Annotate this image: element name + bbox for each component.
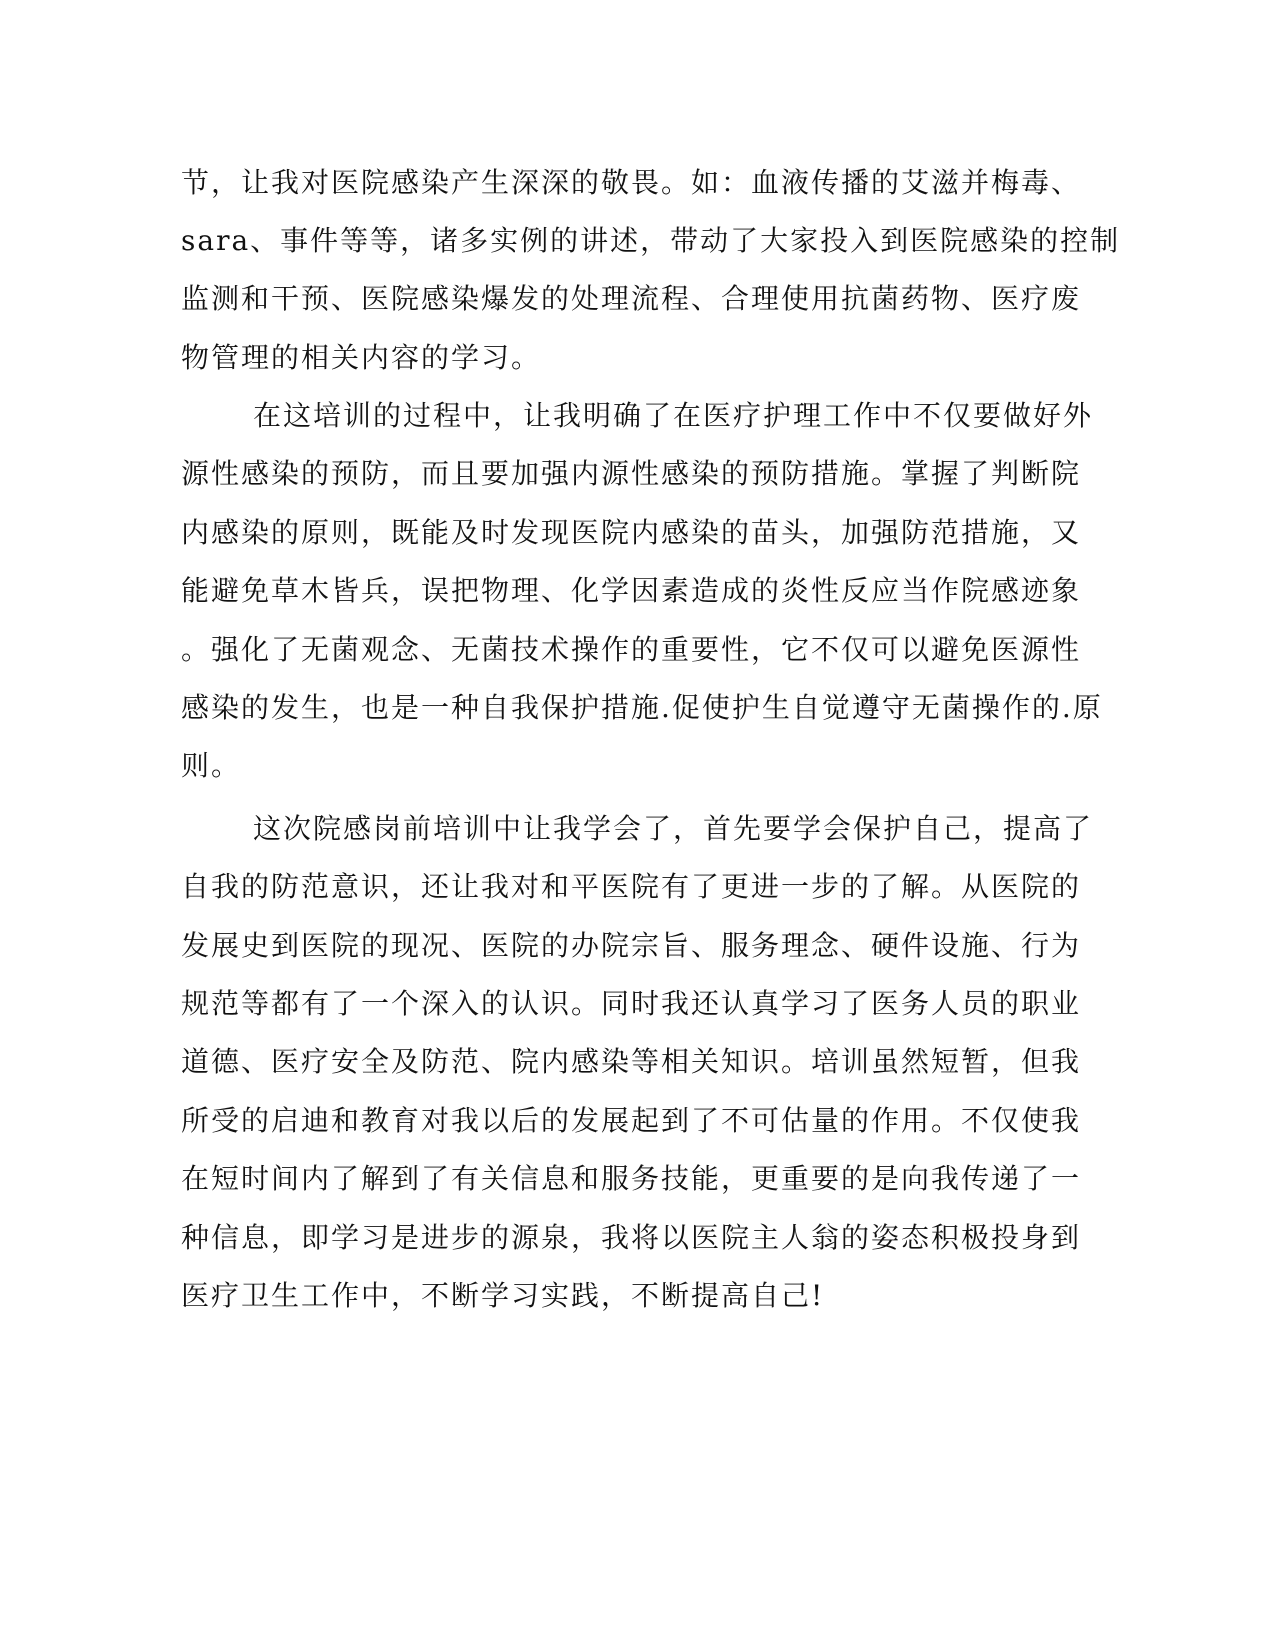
text-line: 发展史到医院的现况、医院的办院宗旨、服务理念、硬件设施、行为 [181,929,1082,962]
text-line: 节，让我对医院感染产生深深的敬畏。如：血液传播的艾滋并梅毒、 [181,166,1082,199]
text-line: 医疗卫生工作中，不断学习实践，不断提高自己! [181,1279,825,1312]
text-line: 能避免草木皆兵，误把物理、化学因素造成的炎性反应当作院感迹象 [181,574,1082,607]
paragraph-first-line: 在这培训的过程中，让我明确了在医疗护理工作中不仅要做好外 [253,399,1094,432]
text-line: sara、事件等等，诸多实例的讲述，带动了大家投入到医院感染的控制 [181,224,1121,257]
text-line: 源性感染的预防，而且要加强内源性感染的预防措施。掌握了判断院 [181,457,1082,490]
text-line: 监测和干预、医院感染爆发的处理流程、合理使用抗菌药物、医疗废 [181,282,1082,315]
text-line: 道德、医疗安全及防范、院内感染等相关知识。培训虽然短暂，但我 [181,1045,1082,1078]
text-line: 在短时间内了解到了有关信息和服务技能，更重要的是向我传递了一 [181,1162,1082,1195]
text-line: 规范等都有了一个深入的认识。同时我还认真学习了医务人员的职业 [181,987,1082,1020]
text-line: 内感染的原则，既能及时发现医院内感染的苗头，加强防范措施，又 [181,516,1082,549]
text-line: 自我的防范意识，还让我对和平医院有了更进一步的了解。从医院的 [181,870,1082,903]
text-line: 。强化了无菌观念、无菌技术操作的重要性，它不仅可以避免医源性 [181,633,1082,666]
paragraph-first-line: 这次院感岗前培训中让我学会了，首先要学会保护自己，提高了 [253,812,1094,845]
text-line: 物管理的相关内容的学习。 [181,341,542,374]
text-line: 种信息，即学习是进步的源泉，我将以医院主人翁的姿态积极投身到 [181,1221,1082,1254]
text-line: 所受的启迪和教育对我以后的发展起到了不可估量的作用。不仅使我 [181,1104,1082,1137]
text-line: 感染的发生，也是一种自我保护措施.促使护生自觉遵守无菌操作的.原 [181,691,1103,724]
text-line: 则。 [181,749,242,782]
